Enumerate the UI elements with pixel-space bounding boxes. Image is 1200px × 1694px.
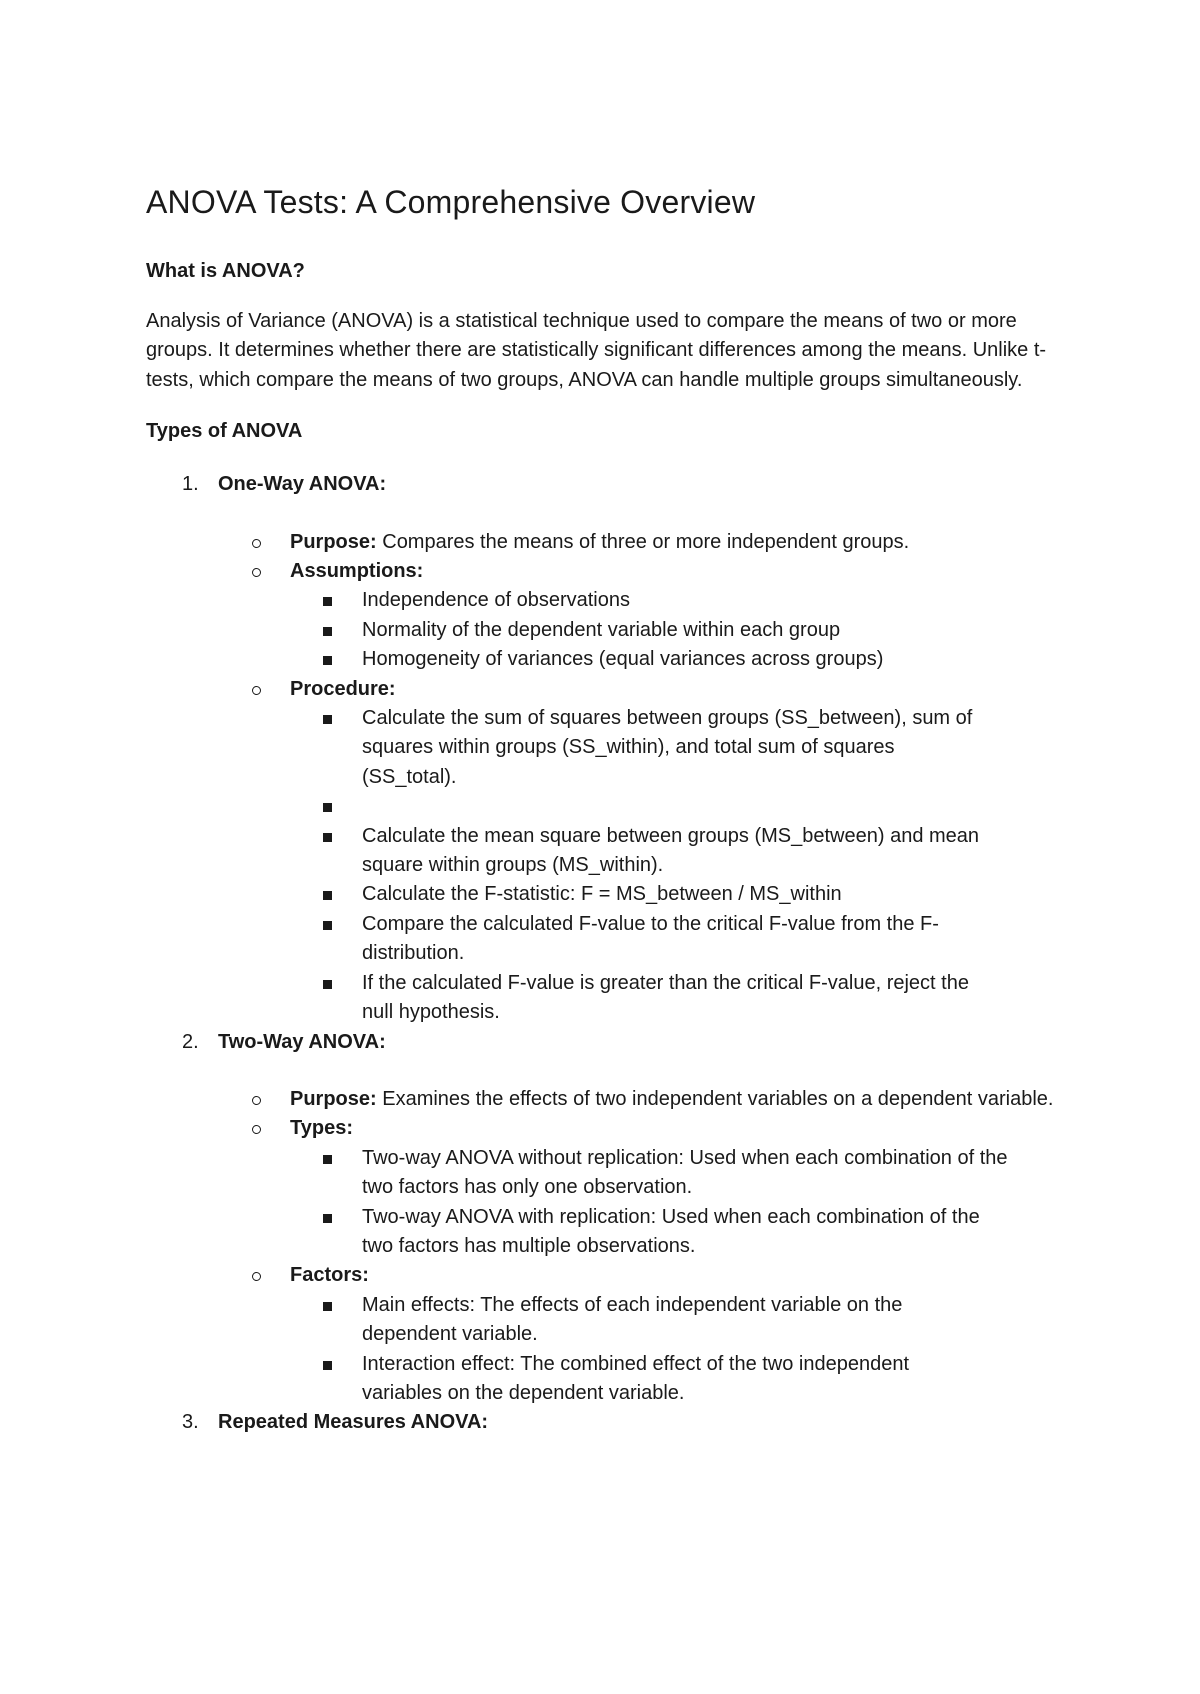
detail-item-text: Homogeneity of variances (equal variances across groups) — [362, 648, 884, 671]
square-bullet-icon — [323, 1214, 332, 1223]
square-bullet-icon — [323, 656, 332, 665]
list-item-repeated-measures-anova — [146, 1408, 1076, 1437]
sub-item-label: Assumptions: — [290, 560, 424, 583]
detail-item — [290, 1350, 982, 1409]
circle-bullet-icon — [252, 686, 261, 695]
detail-item — [290, 616, 982, 645]
circle-bullet-icon — [252, 568, 261, 577]
detail-item-text: Calculate the mean square between groups (MS_between) and mean square within groups (MS_within). — [362, 824, 980, 877]
detail-list — [290, 1291, 1076, 1409]
list-number: 2. — [182, 1030, 199, 1053]
detail-item-text: Normality of the dependent variable within each group — [362, 618, 841, 641]
detail-list — [290, 704, 1076, 1027]
detail-item — [290, 1203, 1012, 1262]
sub-item-procedure — [218, 675, 1076, 1028]
sub-item-factors — [218, 1261, 1076, 1408]
square-bullet-icon — [323, 921, 332, 930]
sub-item-label: Purpose: — [290, 530, 377, 553]
section-heading-what-is-anova: What is ANOVA? — [146, 260, 305, 282]
square-bullet-icon — [323, 891, 332, 900]
detail-item-text: Compare the calculated F-value to the critical F-value from the F-distribution. — [362, 912, 939, 965]
detail-item — [290, 1144, 1012, 1203]
sub-list — [218, 1085, 1076, 1408]
square-bullet-icon — [323, 803, 332, 812]
detail-item-empty — [290, 792, 982, 821]
detail-item-text: Interaction effect: The combined effect of the two independent variables on the dependent variable. — [362, 1352, 910, 1404]
square-bullet-icon — [323, 833, 332, 842]
square-bullet-icon — [323, 715, 332, 724]
detail-item — [290, 586, 982, 615]
square-bullet-icon — [323, 1155, 332, 1164]
list-item-title: Repeated Measures ANOVA: — [218, 1411, 489, 1434]
section-heading-types-of-anova: Types of ANOVA — [146, 420, 303, 443]
detail-item-text: Calculate the F-statistic: F = MS_between / MS_within — [362, 883, 842, 906]
detail-item — [290, 880, 982, 909]
list-number: 3. — [182, 1411, 199, 1434]
circle-bullet-icon — [252, 1096, 261, 1105]
sub-item-label: Procedure: — [290, 677, 396, 700]
detail-item-text: Two-way ANOVA without replication: Used when each combination of the two factors has only one observation. — [362, 1146, 1008, 1199]
sub-item-text: Examines the effects of two independent variables on a dependent variable. — [376, 1087, 1054, 1110]
detail-item — [290, 969, 982, 1028]
detail-list — [290, 586, 1076, 674]
list-item-title: Two-Way ANOVA: — [218, 1030, 386, 1053]
square-bullet-icon — [323, 1361, 332, 1370]
detail-item — [290, 645, 982, 674]
square-bullet-icon — [323, 627, 332, 636]
detail-item-text: Independence of observations — [362, 589, 630, 612]
detail-item-text: Two-way ANOVA with replication: Used when each combination of the two factors has multiple observations. — [362, 1205, 980, 1257]
circle-bullet-icon — [252, 1272, 261, 1281]
detail-item — [290, 704, 982, 792]
document-page — [146, 178, 1076, 1438]
sub-item-purpose — [218, 528, 1076, 557]
sub-item-assumptions — [218, 557, 1076, 675]
detail-item — [290, 910, 982, 969]
detail-item-text: Main effects: The effects of each independent variable on the dependent variable. — [362, 1293, 903, 1346]
list-item-one-way-anova — [146, 470, 1076, 1027]
detail-item — [290, 1291, 982, 1350]
detail-item-text: Calculate the sum of squares between groups (SS_between), sum of squares within groups (SS_within), and total sum of squares (SS_total). — [362, 707, 973, 788]
sub-list — [218, 528, 1076, 1028]
circle-bullet-icon — [252, 1125, 261, 1134]
detail-item-text: If the calculated F-value is greater than the critical F-value, reject the null hypothesis. — [362, 971, 969, 1024]
detail-item — [290, 822, 982, 881]
intro-paragraph: Analysis of Variance (ANOVA) is a statistical technique used to compare the means of two or more groups. It determines whether there are statistically significant differences among the means. Unlike t-tests, which compare the means of two groups, ANOVA can handle multiple groups simultaneously. — [146, 310, 1047, 391]
anova-types-list — [146, 470, 1076, 1438]
sub-item-purpose — [218, 1085, 1060, 1114]
sub-item-label: Factors: — [290, 1264, 369, 1287]
square-bullet-icon — [323, 980, 332, 989]
sub-item-label: Purpose: — [290, 1087, 377, 1110]
square-bullet-icon — [323, 1302, 332, 1311]
detail-list — [290, 1144, 1076, 1262]
sub-item-text: Compares the means of three or more independent groups. — [376, 530, 910, 553]
page-title: ANOVA Tests: A Comprehensive Overview — [146, 184, 756, 220]
sub-item-label: Types: — [290, 1117, 353, 1140]
list-number: 1. — [182, 473, 199, 496]
circle-bullet-icon — [252, 539, 261, 548]
list-item-two-way-anova — [146, 1028, 1076, 1409]
list-item-title: One-Way ANOVA: — [218, 473, 387, 496]
square-bullet-icon — [323, 597, 332, 606]
sub-item-types — [218, 1114, 1076, 1261]
